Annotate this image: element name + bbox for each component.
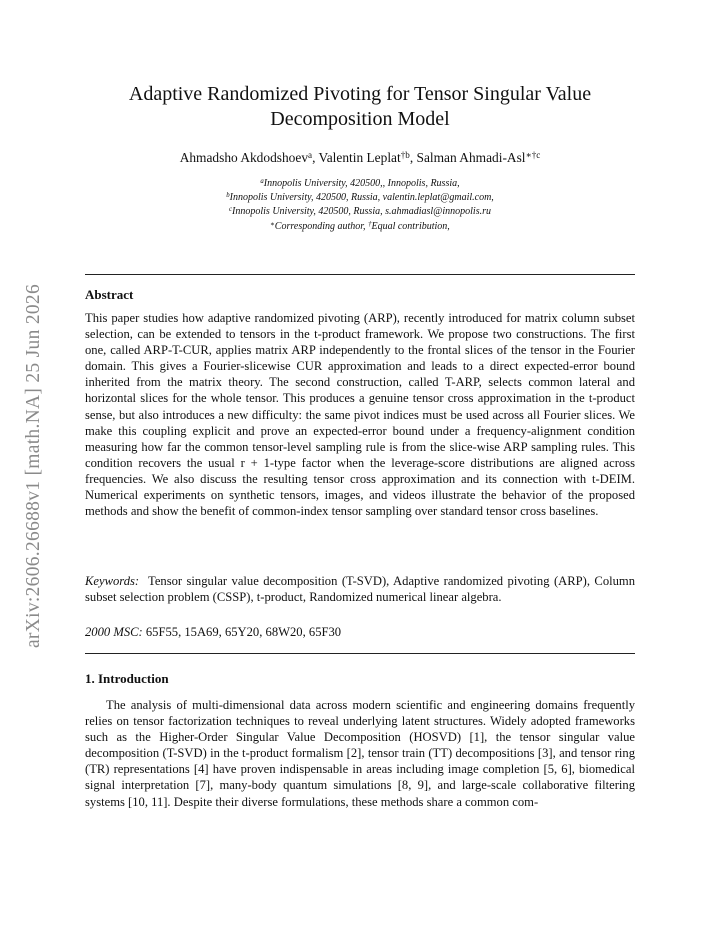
msc-label: 2000 MSC: <box>85 625 143 639</box>
msc-classification <box>85 624 635 640</box>
title-line-2: Decomposition Model <box>270 108 450 130</box>
affiliation-b: $^b$Innopolis University, 420500, Russia, valentin.leplat@gmail.com, <box>226 192 494 204</box>
section-heading-introduction: 1. Introduction <box>85 671 169 686</box>
abstract-body: This paper studies how adaptive randomized pivoting (ARP), recently introduced for matrix column subset selection, can be extended to tensors in the t-product framework. We propose two constructions. The first one, called ARP-T-CUR, applies matrix ARP independently to the frontal slices of the tensor in the Fourier domain. This gives a Fourier-slicewise CUR approximation and leads to a direct expected-error bound inherited from the matrix theory. The second construction, called T-ARP, selects common lateral and horizontal slices for the whole tensor. This produces a genuine tensor cross approximation in the t-product sense, but also introduces a new difficulty: the same pivot indices must be used across all Fourier slices. We make this coupling explicit and prove an expected-error bound under a frequency-alignment condition measuring how far the common tensor-level sampling rule is from the slice-wise ARP sampling rules. This condition recovers the usual r + 1-type factor when the leverage-score distributions are aligned across frequencies. We also discuss the resulting tensor cross approximation and its connection with t-DEIM. Numerical experiments on synthetic tensors, images, and videos illustrate the behavior of the proposed methods and show the benefit of common-index tensor sampling over standard tensor cross baselines. <box>85 311 635 519</box>
affiliation-c: $^c$Innopolis University, 420500, Russia, s.ahmadiasl@innopolis.ru <box>229 206 491 218</box>
author-2: Valentin Leplat$^{\dagger b}$ <box>318 149 410 165</box>
correspondence-note: ∗Corresponding author, †Equal contribution, <box>270 220 450 232</box>
author-1: Ahmadsho Akdodshoev$^a$ <box>179 149 313 165</box>
msc-codes: 65F55, 15A69, 65Y20, 68W20, 65F30 <box>145 625 342 639</box>
introduction-paragraph: The analysis of multi-dimensional data across modern scientific and engineering domains frequently relies on tensor factorization techniques to reveal underlying latent structures. Widely adopted frameworks such as the Higher-Order Singular Value Decomposition (HOSVD) [1], the tensor singular value decomposition (T-SVD) in the t-product formalism [2], tensor train (TT) decompositions [3], and tensor ring (TR) representations [4] have proven indispensable in areas including image completion [5, 6], biomedical signal interpretation [7], many-body quantum simulations [8, 9], and large-scale collaborative filtering systems [10, 11]. Despite their diverse formulations, these methods share a common com- <box>85 698 635 809</box>
keywords <box>85 573 635 605</box>
keywords-text: Tensor singular value decomposition (T-SVD), Adaptive randomized pivoting (ARP), Column subset selection problem (CSSP), t-product, Randomized numerical linear algebra. <box>85 574 636 604</box>
paper-title <box>85 82 635 132</box>
arxiv-identifier: arXiv:2606.26688v1 [math.NA] 25 Jun 2026 <box>23 283 44 649</box>
author-list: Ahmadsho Akdodshoev$^a$, Valentin Leplat$^{\dagger b}$, Salman Ahmadi-Asl$^{∗\dagger c}$ <box>179 149 541 165</box>
affiliation-a: $^a$Innopolis University, 420500,, Innopolis, Russia, <box>260 177 460 189</box>
abstract-heading: Abstract <box>85 287 134 302</box>
top-divider <box>85 274 635 275</box>
keywords-label: Keywords: <box>85 574 140 588</box>
author-3: Salman Ahmadi-Asl$^{∗\dagger c}$ <box>416 149 541 165</box>
title-line-1: Adaptive Randomized Pivoting for Tensor Singular Value <box>128 83 592 105</box>
affiliations <box>85 177 635 234</box>
bottom-divider <box>85 653 635 654</box>
